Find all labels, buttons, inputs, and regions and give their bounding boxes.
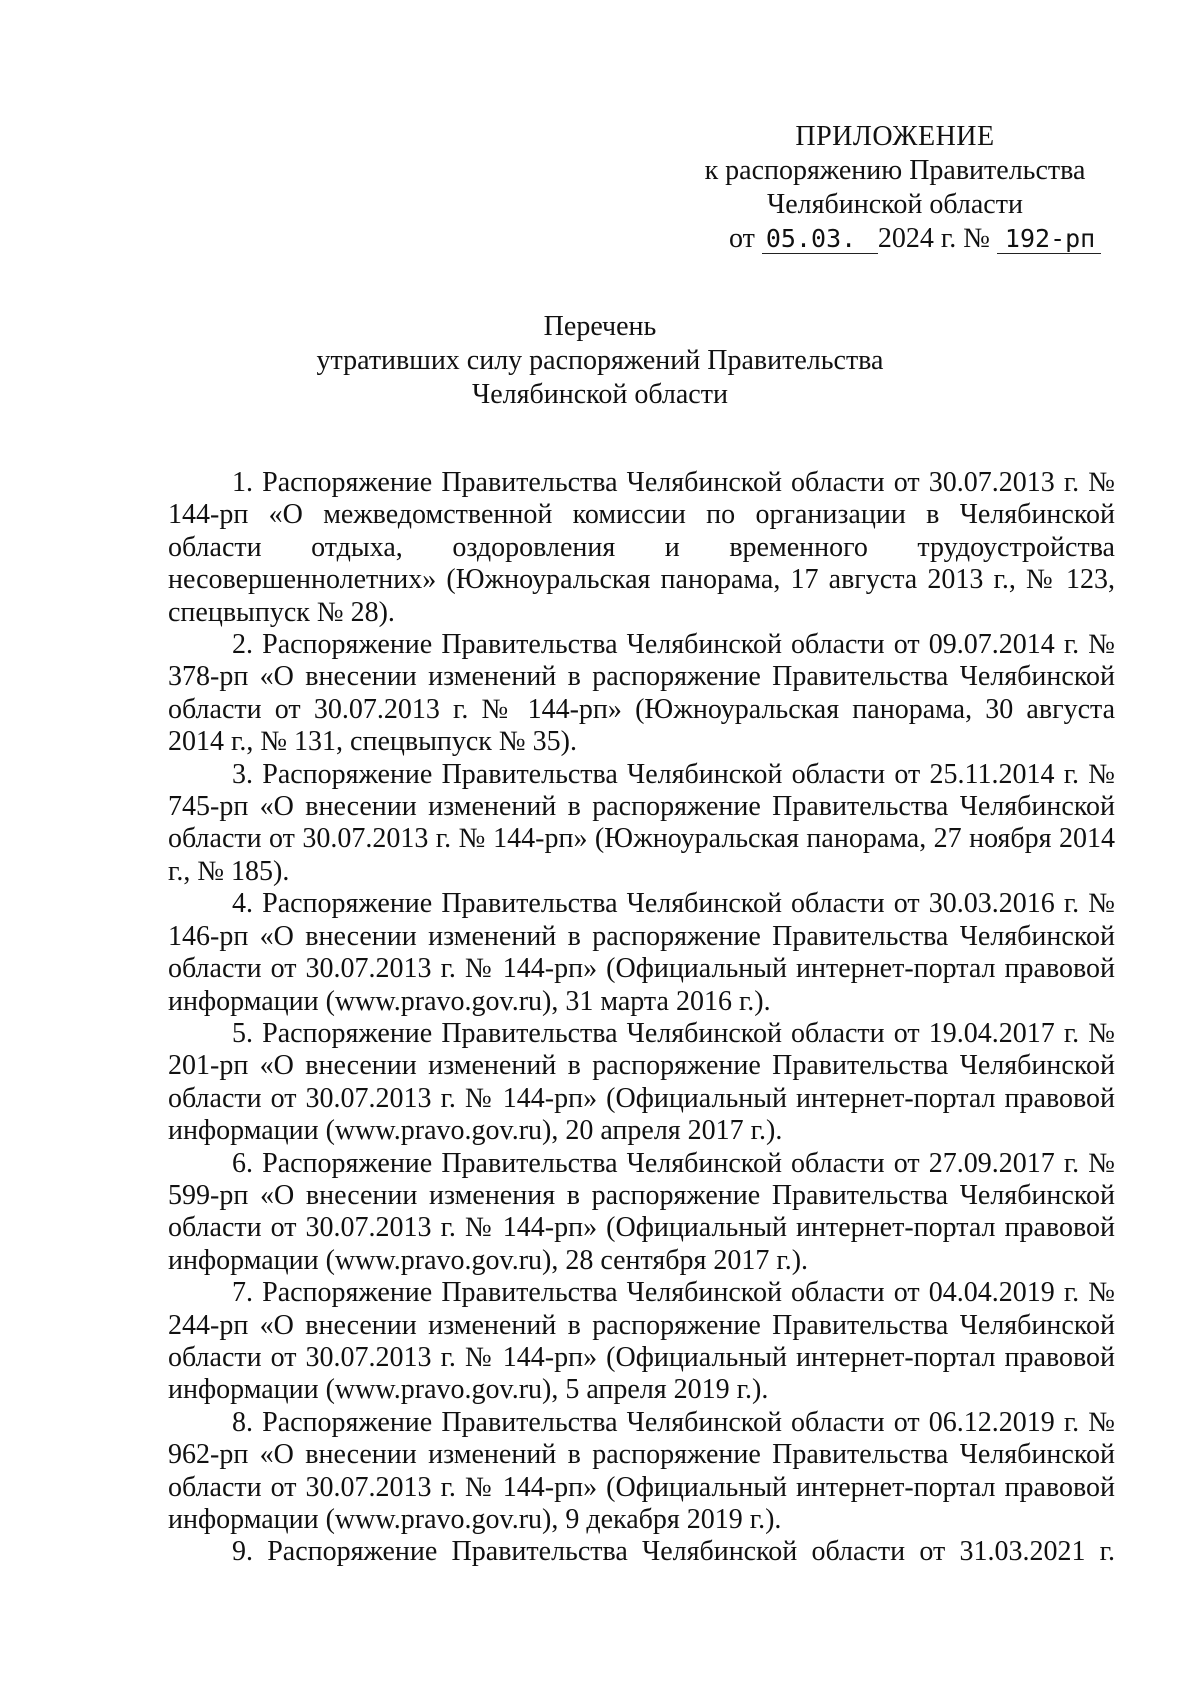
item-number: 9. <box>232 1536 253 1568</box>
repealed-decrees-list <box>168 467 1115 1569</box>
item-number: 5. <box>232 1017 253 1049</box>
list-item <box>0 1277 1115 1407</box>
list-heading <box>150 310 1050 412</box>
decree-number: 192-рп <box>997 225 1101 254</box>
item-number: 4. <box>232 888 253 920</box>
list-item <box>0 1536 1115 1568</box>
item-text: Распоряжение Правительства Челябинской области от 06.12.2019 г. № 962-рп «О внесении изменений в распоряжение Правительства Челябинской области от 30.07.2013 г. № 144-рп» (Официальный интернет-портал правовой информации (www.pravo.gov.ru), 9 декабря 2019 г.). <box>168 1406 1116 1535</box>
item-number: 6. <box>232 1147 253 1179</box>
item-number: 3. <box>232 758 253 790</box>
item-text: Распоряжение Правительства Челябинской области от 31.03.2021 г. <box>267 1536 1115 1568</box>
heading-line-2: утративших силу распоряжений Правительства <box>316 345 884 376</box>
item-text: Распоряжение Правительства Челябинской области от 19.04.2017 г. № 201-рп «О внесении изменений в распоряжение Правительства Челябинской области от 30.07.2013 г. № 144-рп» (Официальный интернет-портал правовой информации (www.pravo.gov.ru), 20 апреля 2017 г.). <box>168 1017 1116 1147</box>
list-item <box>0 629 1115 759</box>
list-item <box>0 759 1115 889</box>
list-item <box>0 467 1115 629</box>
decree-date: 05.03. <box>762 225 878 254</box>
list-item <box>0 888 1115 1018</box>
appendix-date-number <box>680 222 1110 256</box>
heading-line-1: Перечень <box>543 311 657 342</box>
list-item <box>0 1018 1115 1148</box>
list-item <box>0 1407 1115 1537</box>
item-number: 2. <box>232 629 253 661</box>
item-text: Распоряжение Правительства Челябинской области от 04.04.2019 г. № 244-рп «О внесении изменений в распоряжение Правительства Челябинской области от 30.07.2013 г. № 144-рп» (Официальный интернет-портал правовой информации (www.pravo.gov.ru), 5 апреля 2019 г.). <box>168 1277 1116 1406</box>
item-text: Распоряжение Правительства Челябинской области от 30.07.2013 г. № 144-рп «О межведомственной комиссии по организации в Челябинской области отдыха, оздоровления и временного трудоустройства несовершеннолетних» (Южноуральская панорама, 17 августа 2013 г., № 123, спецвыпуск № 28). <box>168 467 1116 628</box>
item-text: Распоряжение Правительства Челябинской области от 09.07.2014 г. № 378-рп «О внесении изменений в распоряжение Правительства Челябинской области от 30.07.2013 г. № 144-рп» (Южноуральская панорама, 30 августа 2014 г., № 131, спецвыпуск № 35). <box>168 629 1116 758</box>
appendix-header <box>680 120 1110 256</box>
appendix-subtitle: к распоряжению Правительства <box>704 155 1086 186</box>
item-number: 8. <box>232 1406 253 1438</box>
date-prefix: от <box>729 223 755 254</box>
item-text: Распоряжение Правительства Челябинской области от 30.03.2016 г. № 146-рп «О внесении изменений в распоряжение Правительства Челябинской области от 30.07.2013 г. № 144-рп» (Официальный интернет-портал правовой информации (www.pravo.gov.ru), 31 марта 2016 г.). <box>168 888 1116 1017</box>
item-number: 7. <box>232 1277 253 1309</box>
heading-line-3: Челябинской области <box>472 379 728 410</box>
item-text: Распоряжение Правительства Челябинской области от 25.11.2014 г. № 745-рп «О внесении изменений в распоряжение Правительства Челябинской области от 30.07.2013 г. № 144-рп» (Южноуральская панорама, 27 ноября 2014 г., № 185). <box>168 758 1116 887</box>
year-and-number-label: 2024 г. № <box>877 223 990 254</box>
item-number: 1. <box>232 467 253 498</box>
item-text: Распоряжение Правительства Челябинской области от 27.09.2017 г. № 599-рп «О внесении изменения в распоряжение Правительства Челябинской области от 30.07.2013 г. № 144-рп» (Официальный интернет-портал правовой информации (www.pravo.gov.ru), 28 сентября 2017 г.). <box>168 1147 1116 1276</box>
appendix-title: ПРИЛОЖЕНИЕ <box>795 121 995 152</box>
appendix-region: Челябинской области <box>767 189 1023 220</box>
list-item <box>0 1148 1115 1278</box>
